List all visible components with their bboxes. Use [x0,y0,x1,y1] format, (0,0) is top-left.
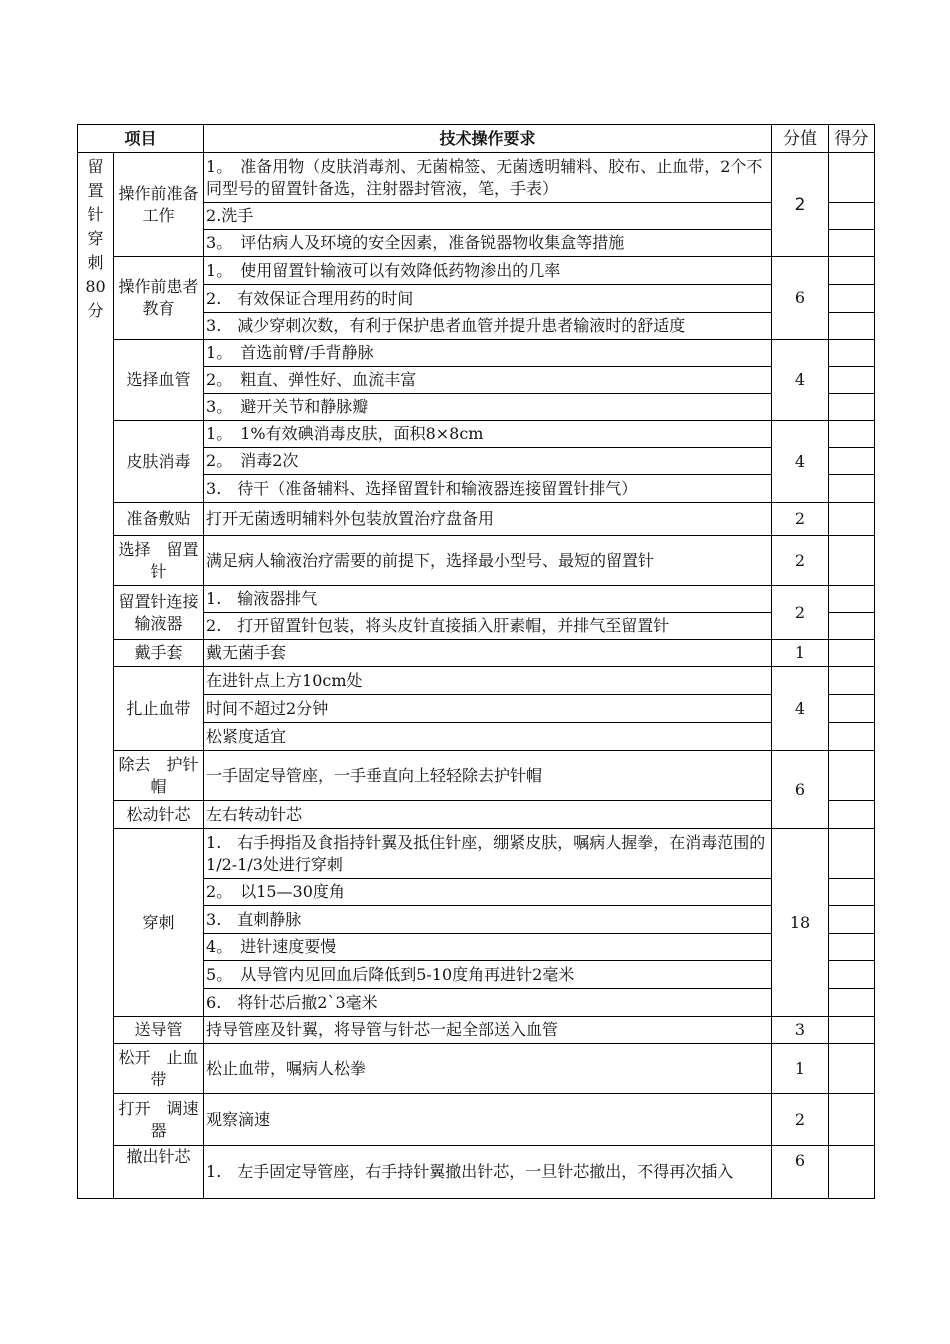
requirement-text: 1。 首选前臂/手背静脉 [204,340,772,367]
earned-score-cell[interactable] [829,367,875,394]
category-char: 80 [85,277,106,296]
earned-score-cell[interactable] [829,475,875,503]
earned-score-cell[interactable] [829,340,875,367]
requirement-text: 满足病人输液治疗需要的前提下，选择最小型号、最短的留置针 [204,536,772,586]
requirement-text: 6. 将针芯后撤2`3毫米 [204,989,772,1017]
section-name: 选择 留置针 [114,536,204,586]
header-requirement: 技术操作要求 [204,125,772,153]
earned-score-cell[interactable] [829,961,875,989]
score-value: 4 [772,340,829,421]
category-cell [78,153,114,1199]
score-value: 6 [772,1146,829,1199]
earned-score-cell[interactable] [829,695,875,723]
requirement-text: 3。 评估病人及环境的安全因素，准备锐器物收集盒等措施 [204,230,772,257]
requirement-text: 1. 左手固定导管座，右手持针翼撤出针芯，一旦针芯撤出，不得再次插入 [204,1146,772,1199]
score-value: 1 [772,640,829,667]
section-name: 扎止血带 [114,667,204,751]
earned-score-cell[interactable] [829,1017,875,1044]
category-char: 针 [87,205,104,224]
requirement-text: 时间不超过2分钟 [204,695,772,723]
requirement-text: 在进针点上方10cm处 [204,667,772,695]
earned-score-cell[interactable] [829,536,875,586]
header-score: 分值 [772,125,829,153]
earned-score-cell[interactable] [829,751,875,801]
section-name: 除去 护针帽 [114,751,204,801]
earned-score-cell[interactable] [829,1044,875,1094]
requirement-text: 4。 进针速度要慢 [204,934,772,961]
header-item: 项目 [78,125,204,153]
earned-score-cell[interactable] [829,257,875,285]
requirement-text: 松止血带，嘱病人松拳 [204,1044,772,1094]
section-name: 操作前准备工作 [114,153,204,257]
section-name: 松动针芯 [114,801,204,829]
category-char: 刺 [87,253,104,272]
section-name: 留置针连接输液器 [114,586,204,640]
score-value: 2 [772,1094,829,1146]
earned-score-cell[interactable] [829,421,875,448]
earned-score-cell[interactable] [829,285,875,313]
requirement-text: 2. 有效保证合理用药的时间 [204,285,772,313]
requirement-text: 打开无菌透明辅料外包装放置治疗盘备用 [204,503,772,536]
requirement-text: 2.洗手 [204,203,772,230]
score-value: 6 [772,751,829,829]
section-name: 松开 止血带 [114,1044,204,1094]
score-value: 4 [772,667,829,751]
earned-score-cell[interactable] [829,613,875,640]
requirement-text: 1。 1%有效碘消毒皮肤，面积8×8cm [204,421,772,448]
earned-score-cell[interactable] [829,829,875,879]
requirement-text: 左右转动针芯 [204,801,772,829]
category-char: 分 [87,301,104,320]
requirement-text: 1。 准备用物（皮肤消毒剂、无菌棉签、无菌透明辅料、胶布、止血带，2个不同型号的留置针备选，注射器封管液，笔，手表） [204,153,772,203]
category-char: 置 [87,181,104,200]
earned-score-cell[interactable] [829,230,875,257]
section-name: 皮肤消毒 [114,421,204,503]
section-name: 选择血管 [114,340,204,421]
requirement-text: 2。 粗直、弹性好、血流丰富 [204,367,772,394]
earned-score-cell[interactable] [829,989,875,1017]
requirement-text: 持导管座及针翼，将导管与针芯一起全部送入血管 [204,1017,772,1044]
requirement-text: 1。 使用留置针输液可以有效降低药物渗出的几率 [204,257,772,285]
category-char: 留 [87,157,104,176]
requirement-text: 1. 输液器排气 [204,586,772,613]
score-value: 2 [772,503,829,536]
score-value: 1 [772,1044,829,1094]
section-name: 送导管 [114,1017,204,1044]
earned-score-cell[interactable] [829,723,875,751]
requirement-text: 3. 直刺静脉 [204,906,772,934]
requirement-text: 2. 打开留置针包装，将头皮针直接插入肝素帽，并排气至留置针 [204,613,772,640]
requirement-text: 3。 避开关节和静脉瓣 [204,394,772,421]
earned-score-cell[interactable] [829,203,875,230]
earned-score-cell[interactable] [829,801,875,829]
section-name: 戴手套 [114,640,204,667]
score-value: 6 [772,257,829,340]
section-name: 准备敷贴 [114,503,204,536]
score-value: 3 [772,1017,829,1044]
score-value: 18 [772,829,829,1017]
earned-score-cell[interactable] [829,906,875,934]
section-name: 穿刺 [114,829,204,1017]
requirement-text: 2。 消毒2次 [204,448,772,475]
earned-score-cell[interactable] [829,503,875,536]
earned-score-cell[interactable] [829,448,875,475]
category-char: 穿 [87,229,104,248]
requirement-text: 戴无菌手套 [204,640,772,667]
earned-score-cell[interactable] [829,879,875,906]
requirement-text: 1. 右手拇指及食指持针翼及抵住针座，绷紧皮肤，嘱病人握拳，在消毒范围的1/2-1/3处进行穿刺 [204,829,772,879]
header-earned: 得分 [829,125,875,153]
requirement-text: 一手固定导管座，一手垂直向上轻轻除去护针帽 [204,751,772,801]
earned-score-cell[interactable] [829,153,875,203]
requirement-text: 观察滴速 [204,1094,772,1146]
earned-score-cell[interactable] [829,1094,875,1146]
requirement-text: 5。 从导管内见回血后降低到5-10度角再进针2毫米 [204,961,772,989]
section-name: 打开 调速器 [114,1094,204,1146]
requirement-text: 3. 待干（准备辅料、选择留置针和输液器连接留置针排气） [204,475,772,503]
score-value: 2 [772,586,829,640]
earned-score-cell[interactable] [829,1146,875,1199]
section-name: 操作前患者教育 [114,257,204,340]
earned-score-cell[interactable] [829,313,875,340]
requirement-text: 2。 以15—30度角 [204,879,772,906]
scoring-table [77,124,875,1199]
earned-score-cell[interactable] [829,394,875,421]
score-value: 2 [772,536,829,586]
requirement-text: 松紧度适宜 [204,723,772,751]
score-value: 2 [772,153,829,257]
earned-score-cell[interactable] [829,586,875,613]
section-name: 撤出针芯 [114,1146,204,1199]
requirement-text: 3. 减少穿刺次数，有利于保护患者血管并提升患者输液时的舒适度 [204,313,772,340]
score-value: 4 [772,421,829,503]
earned-score-cell[interactable] [829,640,875,667]
earned-score-cell[interactable] [829,934,875,961]
earned-score-cell[interactable] [829,667,875,695]
